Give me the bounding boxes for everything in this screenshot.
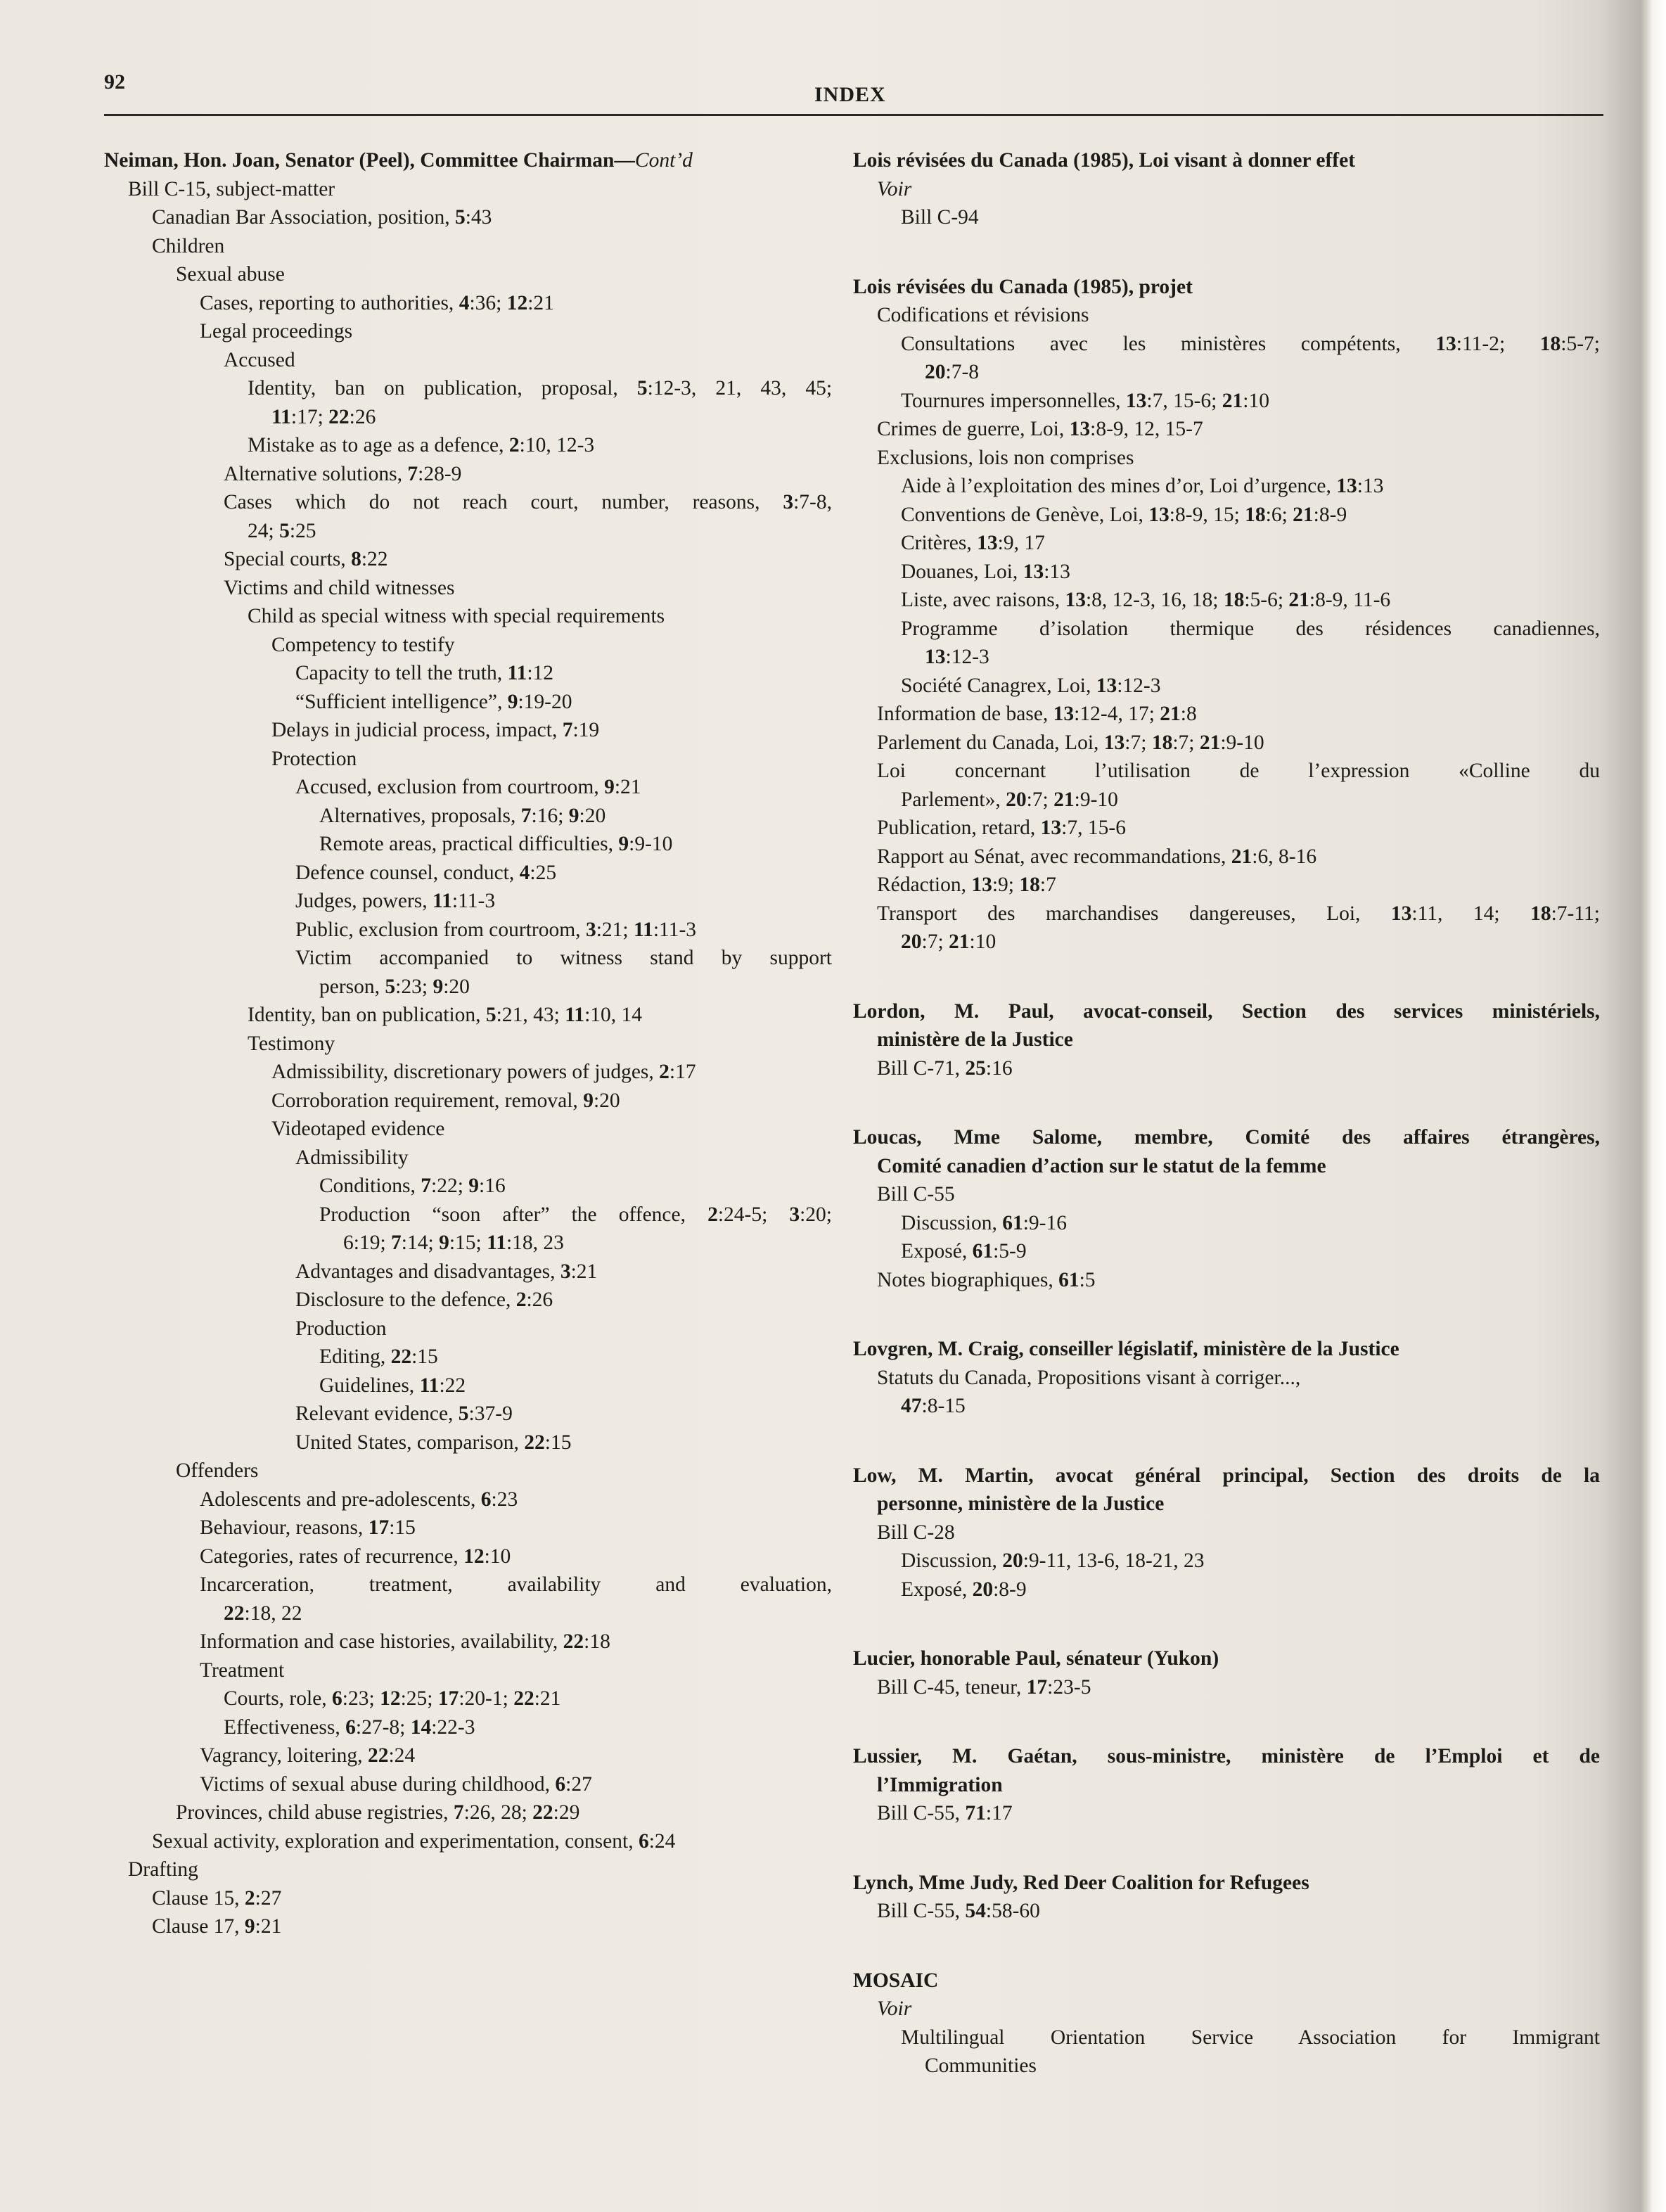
index-line: 13:12-3 [925, 646, 989, 668]
index-line: Douanes, Loi, 13:13 [901, 560, 1070, 583]
index-line: Vagrancy, loitering, 22:24 [200, 1744, 416, 1767]
index-line: Voir [877, 1997, 912, 2020]
index-line: Parlement du Canada, Loi, 13:7; 18:7; 21:9-10 [877, 731, 1264, 754]
index-heading: l’Immigration [877, 1773, 1003, 1796]
index-line: Legal proceedings [200, 320, 353, 343]
index-line: 47:8-15 [901, 1395, 966, 1417]
index-line: Delays in judicial process, impact, 7:19 [271, 719, 600, 741]
index-line: Bill C-55, 54:58-60 [877, 1900, 1040, 1922]
index-line: “Sufficient intelligence”, 9:19-20 [295, 690, 572, 713]
index-line: Testimony [248, 1032, 335, 1055]
index-line: Admissibility [295, 1146, 409, 1169]
page-number: 92 [104, 70, 125, 94]
index-line: Bill C-15, subject-matter [128, 177, 335, 200]
index-line: Discussion, 20:9-11, 13-6, 18-21, 23 [901, 1549, 1205, 1572]
index-line: Transport des marchandises dangereuses, Loi, 13:11, 14; 18:7-11; [877, 902, 1600, 925]
index-line: Conditions, 7:22; 9:16 [319, 1175, 506, 1197]
index-line: Discussion, 61:9-16 [901, 1211, 1068, 1234]
index-line: Accused [224, 348, 295, 371]
index-heading: Lucier, honorable Paul, sénateur (Yukon) [853, 1647, 1219, 1670]
index-line: Victim accompanied to witness stand by support [295, 947, 832, 969]
index-line: Treatment [200, 1658, 285, 1682]
index-line: Exposé, 20:8-9 [901, 1578, 1027, 1601]
index-line: Public, exclusion from courtroom, 3:21; 11:11-3 [295, 918, 697, 941]
index-line: Bill C-55 [877, 1183, 955, 1206]
index-line: Competency to testify [271, 633, 455, 656]
entry-gap [853, 1604, 1600, 1644]
index-line: Advantages and disadvantages, 3:21 [295, 1260, 598, 1283]
index-heading: Lussier, M. Gaétan, sous-ministre, ministère de l’Emploi et de [853, 1745, 1600, 1767]
index-line: Critères, 13:9, 17 [901, 532, 1045, 554]
index-line: Remote areas, practical difficulties, 9:9-10 [319, 833, 673, 855]
page-header [104, 70, 1603, 113]
index-line: Parlement», 20:7; 21:9-10 [901, 788, 1118, 811]
index-line: Accused, exclusion from courtroom, 9:21 [295, 776, 641, 798]
index-line: Victims of sexual abuse during childhood, 6:27 [200, 1772, 592, 1796]
index-line: Publication, retard, 13:7, 15-6 [877, 817, 1126, 839]
index-line: Clause 17, 9:21 [152, 1915, 282, 1938]
index-line: Liste, avec raisons, 13:8, 12-3, 16, 18; 18:5-6; 21:8-9, 11-6 [901, 589, 1391, 611]
index-line: Aide à l’exploitation des mines d’or, Loi d’urgence, 13:13 [901, 475, 1384, 497]
index-line: Videotaped evidence [271, 1118, 445, 1140]
entry-gap [853, 957, 1600, 997]
index-line: Capacity to tell the truth, 11:12 [295, 662, 554, 684]
index-line: Guidelines, 11:22 [319, 1374, 466, 1397]
index-line: Sexual activity, exploration and experimentation, consent, 6:24 [152, 1829, 676, 1853]
index-line: 20:7-8 [925, 361, 980, 383]
index-line: Crimes de guerre, Loi, 13:8-9, 12, 15-7 [877, 418, 1203, 440]
index-line: person, 5:23; 9:20 [319, 975, 470, 998]
index-heading: MOSAIC [853, 1969, 939, 1992]
index-line: Production [295, 1317, 387, 1340]
index-line: Codifications et révisions [877, 304, 1089, 326]
index-line: Production “soon after” the offence, 2:24-5; 3:20; [319, 1203, 832, 1226]
index-line: Alternatives, proposals, 7:16; 9:20 [319, 804, 606, 827]
index-line: Provinces, child abuse registries, 7:26, 28; 22:29 [176, 1801, 580, 1824]
index-line: Drafting [128, 1858, 198, 1881]
index-line: Behaviour, reasons, 17:15 [200, 1516, 416, 1539]
index-line: Conventions de Genève, Loi, 13:8-9, 15; 18:6; 21:8-9 [901, 503, 1347, 526]
index-line: Loi concernant l’utilisation de l’expression «Colline du [877, 760, 1600, 782]
index-line: Bill C-55, 71:17 [877, 1802, 1013, 1824]
index-line: Offenders [176, 1459, 259, 1482]
index-heading: Lynch, Mme Judy, Red Deer Coalition for Refugees [853, 1871, 1309, 1894]
index-column-right [853, 146, 1600, 2080]
index-line: Tournures impersonnelles, 13:7, 15-6; 21:10 [901, 389, 1269, 412]
index-line: Protection [271, 747, 357, 770]
index-line: Information and case histories, availability, 22:18 [200, 1630, 610, 1653]
index-line: Clause 15, 2:27 [152, 1886, 282, 1910]
index-heading: Low, M. Martin, avocat général principal, Section des droits de la [853, 1464, 1600, 1487]
index-line: Relevant evidence, 5:37-9 [295, 1402, 513, 1425]
index-line: Judges, powers, 11:11-3 [295, 890, 496, 912]
index-line: Bill C-94 [901, 206, 979, 229]
entry-gap [853, 1294, 1600, 1335]
index-line: 6:19; 7:14; 9:15; 11:18, 23 [343, 1232, 564, 1254]
index-line: Neiman, Hon. Joan, Senator (Peel), Committee Chairman—Cont’d [104, 149, 693, 172]
index-line: Corroboration requirement, removal, 9:20 [271, 1089, 620, 1112]
index-line: Courts, role, 6:23; 12:25; 17:20-1; 22:21 [224, 1687, 561, 1710]
header-rule [104, 114, 1603, 116]
index-line: Rédaction, 13:9; 18:7 [877, 874, 1056, 896]
index-line: Information de base, 13:12-4, 17; 21:8 [877, 703, 1197, 725]
index-line: Victims and child witnesses [224, 576, 455, 599]
index-line: Defence counsel, conduct, 4:25 [295, 861, 557, 884]
running-head: INDEX [814, 83, 886, 106]
index-line: Alternative solutions, 7:28-9 [224, 462, 462, 485]
index-heading: Loucas, Mme Salome, membre, Comité des affaires étrangères, [853, 1126, 1600, 1149]
index-line: Categories, rates of recurrence, 12:10 [200, 1545, 511, 1568]
index-line: 11:17; 22:26 [271, 405, 376, 428]
index-line: Consultations avec les ministères compétents, 13:11-2; 18:5-7; [901, 332, 1600, 355]
index-line: Children [152, 234, 225, 257]
index-line: Editing, 22:15 [319, 1345, 438, 1368]
index-line: Effectiveness, 6:27-8; 14:22-3 [224, 1715, 475, 1739]
index-line: Exclusions, lois non comprises [877, 446, 1134, 469]
index-heading: Lois révisées du Canada (1985), projet [853, 275, 1193, 298]
index-line: Sexual abuse [176, 263, 285, 286]
entry-gap [853, 1828, 1600, 1869]
entry-gap [853, 1082, 1600, 1123]
index-line: Cases, reporting to authorities, 4:36; 12:21 [200, 291, 554, 314]
index-heading: Lois révisées du Canada (1985), Loi visant à donner effet [853, 149, 1356, 172]
index-line: Disclosure to the defence, 2:26 [295, 1289, 553, 1311]
index-line: Bill C-28 [877, 1521, 955, 1544]
index-line: 20:7; 21:10 [901, 931, 997, 953]
index-line: 24; 5:25 [248, 519, 316, 542]
index-heading: personne, ministère de la Justice [877, 1492, 1165, 1515]
index-line: Mistake as to age as a defence, 2:10, 12-3 [248, 434, 595, 456]
index-heading: ministère de la Justice [877, 1028, 1073, 1051]
index-line: Adolescents and pre-adolescents, 6:23 [200, 1488, 518, 1511]
index-line: Incarceration, treatment, availability and evaluation, [200, 1573, 832, 1596]
index-line: Voir [877, 177, 912, 200]
index-line: Statuts du Canada, Propositions visant à corriger..., [877, 1366, 1301, 1389]
index-heading: Lovgren, M. Craig, conseiller législatif, ministère de la Justice [853, 1338, 1399, 1360]
index-line: Notes biographiques, 61:5 [877, 1268, 1096, 1291]
index-line: United States, comparison, 22:15 [295, 1431, 572, 1454]
index-line: Admissibility, discretionary powers of judges, 2:17 [271, 1061, 696, 1083]
index-heading: Lordon, M. Paul, avocat-conseil, Section des services ministériels, [853, 999, 1600, 1023]
index-column-left [104, 146, 832, 1941]
index-line: Identity, ban on publication, proposal, 5:12-3, 21, 43, 45; [248, 377, 833, 399]
index-line: Child as special witness with special requirements [248, 605, 665, 627]
entry-gap [853, 1701, 1600, 1742]
index-line: Special courts, 8:22 [224, 548, 388, 570]
index-line: Bill C-71, 25:16 [877, 1056, 1013, 1080]
entry-gap [853, 1421, 1600, 1462]
index-line: Identity, ban on publication, 5:21, 43; 11:10, 14 [248, 1004, 643, 1026]
entry-gap [853, 1926, 1600, 1967]
index-line: Cases which do not reach court, number, reasons, 3:7-8, [224, 491, 832, 513]
entry-gap [853, 232, 1600, 273]
index-line: Société Canagrex, Loi, 13:12-3 [901, 674, 1161, 697]
index-line: Exposé, 61:5-9 [901, 1240, 1027, 1262]
index-line: Bill C-45, teneur, 17:23-5 [877, 1675, 1091, 1699]
index-line: Canadian Bar Association, position, 5:43 [152, 206, 492, 229]
index-line: Communities [925, 2054, 1037, 2077]
index-heading: Comité canadien d’action sur le statut de la femme [877, 1154, 1326, 1177]
index-line: 22:18, 22 [224, 1602, 302, 1625]
index-line: Rapport au Sénat, avec recommandations, 21:6, 8-16 [877, 845, 1317, 868]
index-line: Programme d’isolation thermique des résidences canadiennes, [901, 617, 1600, 640]
index-line: Multilingual Orientation Service Association for Immigrant [901, 2026, 1600, 2049]
